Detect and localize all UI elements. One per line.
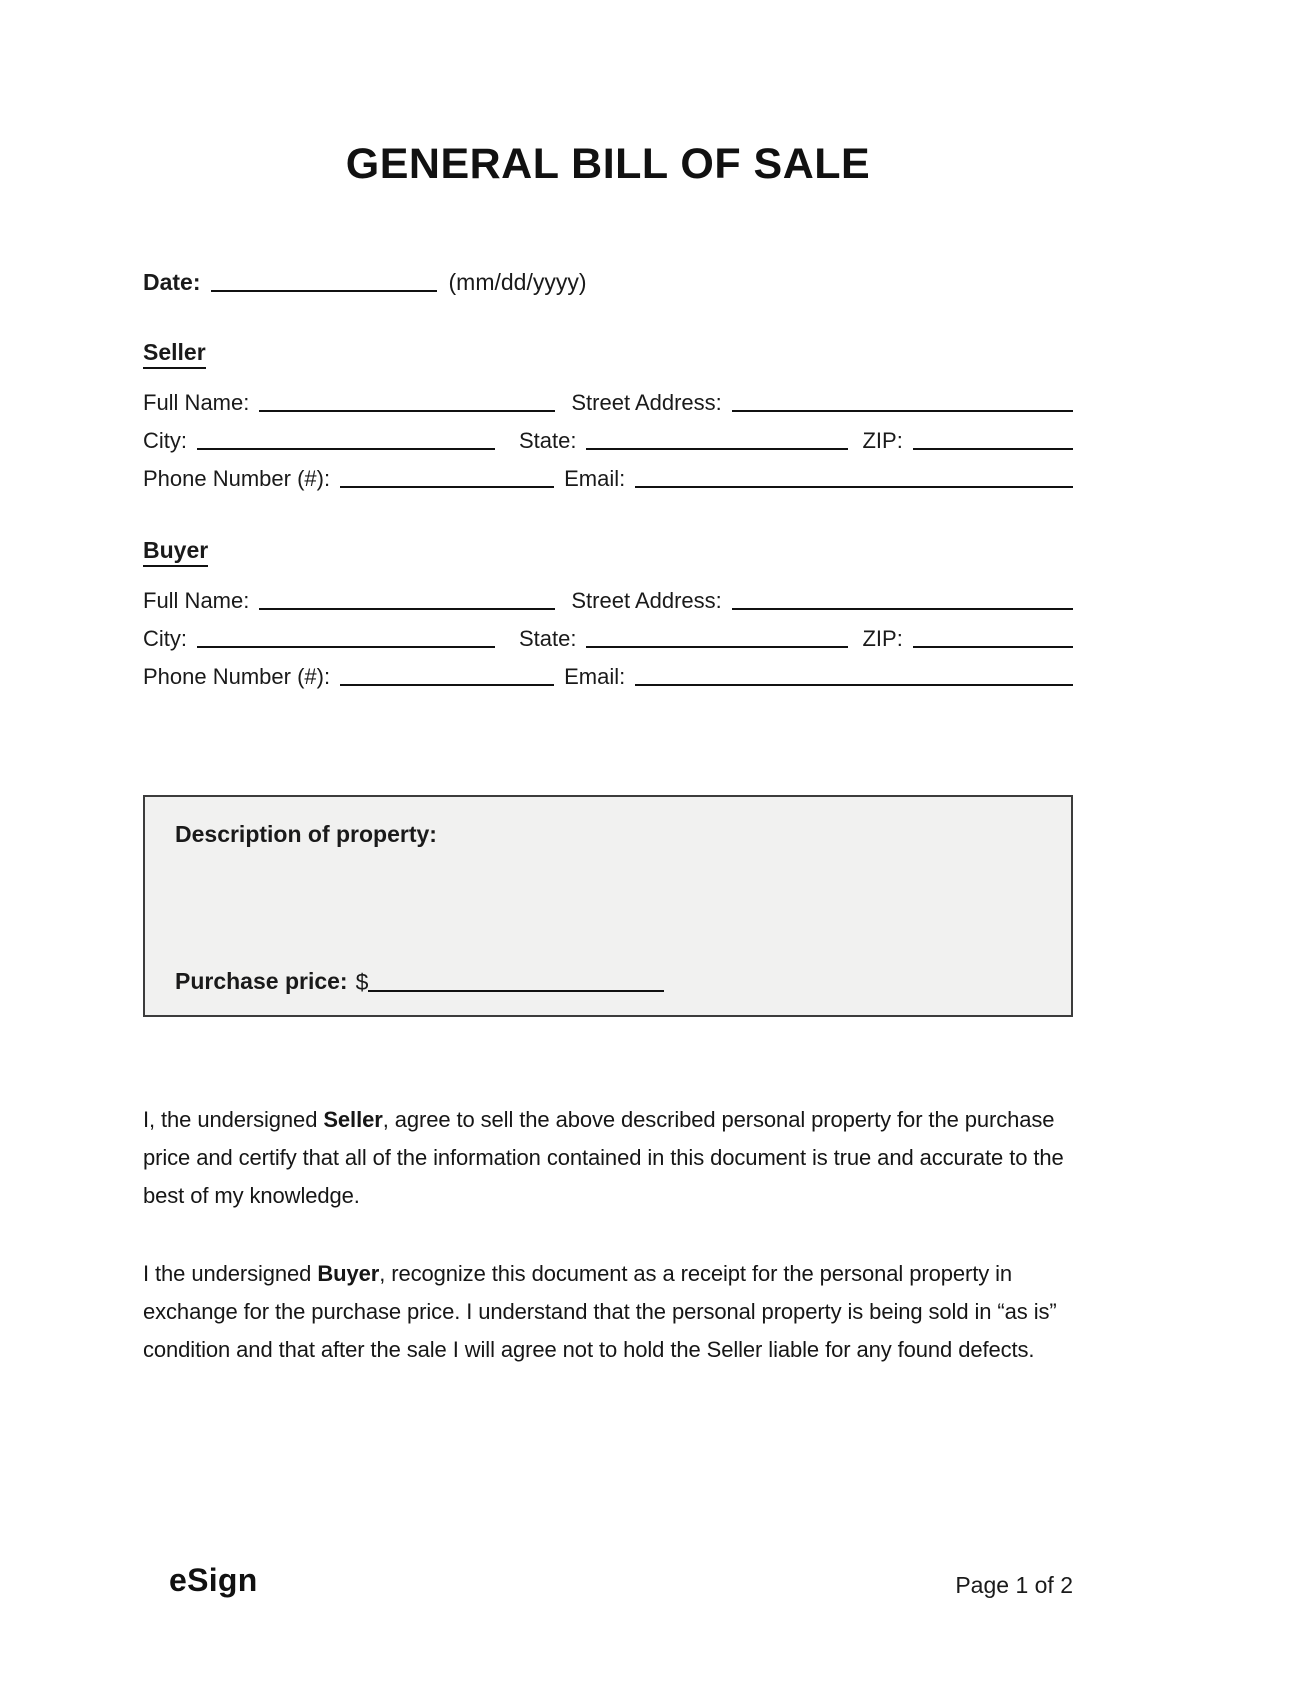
date-row [143,269,1073,295]
seller-fields [143,377,1073,491]
purchase-price-input[interactable] [368,988,664,992]
buyer-ack-rest: , recognize this document as a receipt for the personal property in exchange for the purchase price. I understand that the personal property is being sold in “as is” condition and that after the sale I will agree not to hold the Seller liable for any found defects. [143,1261,1057,1363]
buyer-state-input[interactable] [586,644,848,648]
buyer-fields [143,575,1073,689]
currency-symbol: $ [355,969,369,995]
seller-acknowledgement-paragraph [143,1101,1073,1215]
seller-phone-email-row [143,453,1073,491]
date-input[interactable] [211,288,437,292]
buyer-phone-label: Phone Number (#): [143,664,331,690]
purchase-price-row [175,968,664,995]
page-footer [143,1562,1073,1599]
esign-logo: eSign [169,1562,258,1598]
seller-ack-party: Seller [323,1107,383,1133]
seller-city-state-zip-row [143,415,1073,453]
buyer-state-label: State: [519,626,577,652]
seller-city-label: City: [143,428,187,454]
buyer-ack-party: Buyer [317,1261,380,1287]
seller-zip-input[interactable] [913,446,1073,450]
buyer-zip-label: ZIP: [862,626,903,652]
page-title: GENERAL BILL OF SALE [345,140,871,188]
buyer-city-state-zip-row [143,613,1073,651]
date-label: Date: [143,269,201,295]
seller-name-address-row [143,377,1073,415]
buyer-city-input[interactable] [197,644,495,648]
buyer-zip-input[interactable] [913,644,1073,648]
seller-zip-label: ZIP: [862,428,903,454]
buyer-street-address-label: Street Address: [571,588,722,614]
purchase-price-label: Purchase price: [175,968,348,995]
page-content [0,140,1308,1369]
seller-full-name-label: Full Name: [143,390,250,416]
buyer-name-address-row [143,575,1073,613]
buyer-acknowledgement-paragraph [143,1255,1073,1369]
seller-ack-lead: I, the undersigned [143,1107,324,1133]
property-description-box [143,795,1073,1017]
buyer-section-heading: Buyer [143,537,1073,567]
seller-state-input[interactable] [586,446,848,450]
seller-phone-input[interactable] [340,484,554,488]
buyer-full-name-input[interactable] [259,606,555,610]
seller-state-label: State: [519,428,577,454]
seller-section-heading: Seller [143,339,1073,369]
seller-phone-label: Phone Number (#): [143,466,331,492]
date-format-hint: (mm/dd/yyyy) [448,269,587,295]
buyer-street-address-input[interactable] [732,606,1073,610]
seller-email-input[interactable] [635,484,1073,488]
buyer-phone-email-row [143,651,1073,689]
page-indicator: Page 1 of 2 [955,1572,1073,1598]
description-of-property-label: Description of property: [175,821,437,848]
seller-city-input[interactable] [197,446,495,450]
seller-ack-rest: , agree to sell the above described personal property for the purchase price and certify that all of the information contained in this document is true and accurate to the best of my knowledge. [143,1107,1064,1209]
seller-street-address-input[interactable] [732,408,1073,412]
description-of-property-input[interactable] [175,859,1041,945]
buyer-city-label: City: [143,626,187,652]
buyer-ack-lead: I the undersigned [143,1261,318,1287]
seller-email-label: Email: [564,466,626,492]
buyer-email-label: Email: [564,664,626,690]
buyer-email-input[interactable] [635,682,1073,686]
buyer-full-name-label: Full Name: [143,588,250,614]
seller-street-address-label: Street Address: [571,390,722,416]
buyer-phone-input[interactable] [340,682,554,686]
seller-full-name-input[interactable] [259,408,555,412]
